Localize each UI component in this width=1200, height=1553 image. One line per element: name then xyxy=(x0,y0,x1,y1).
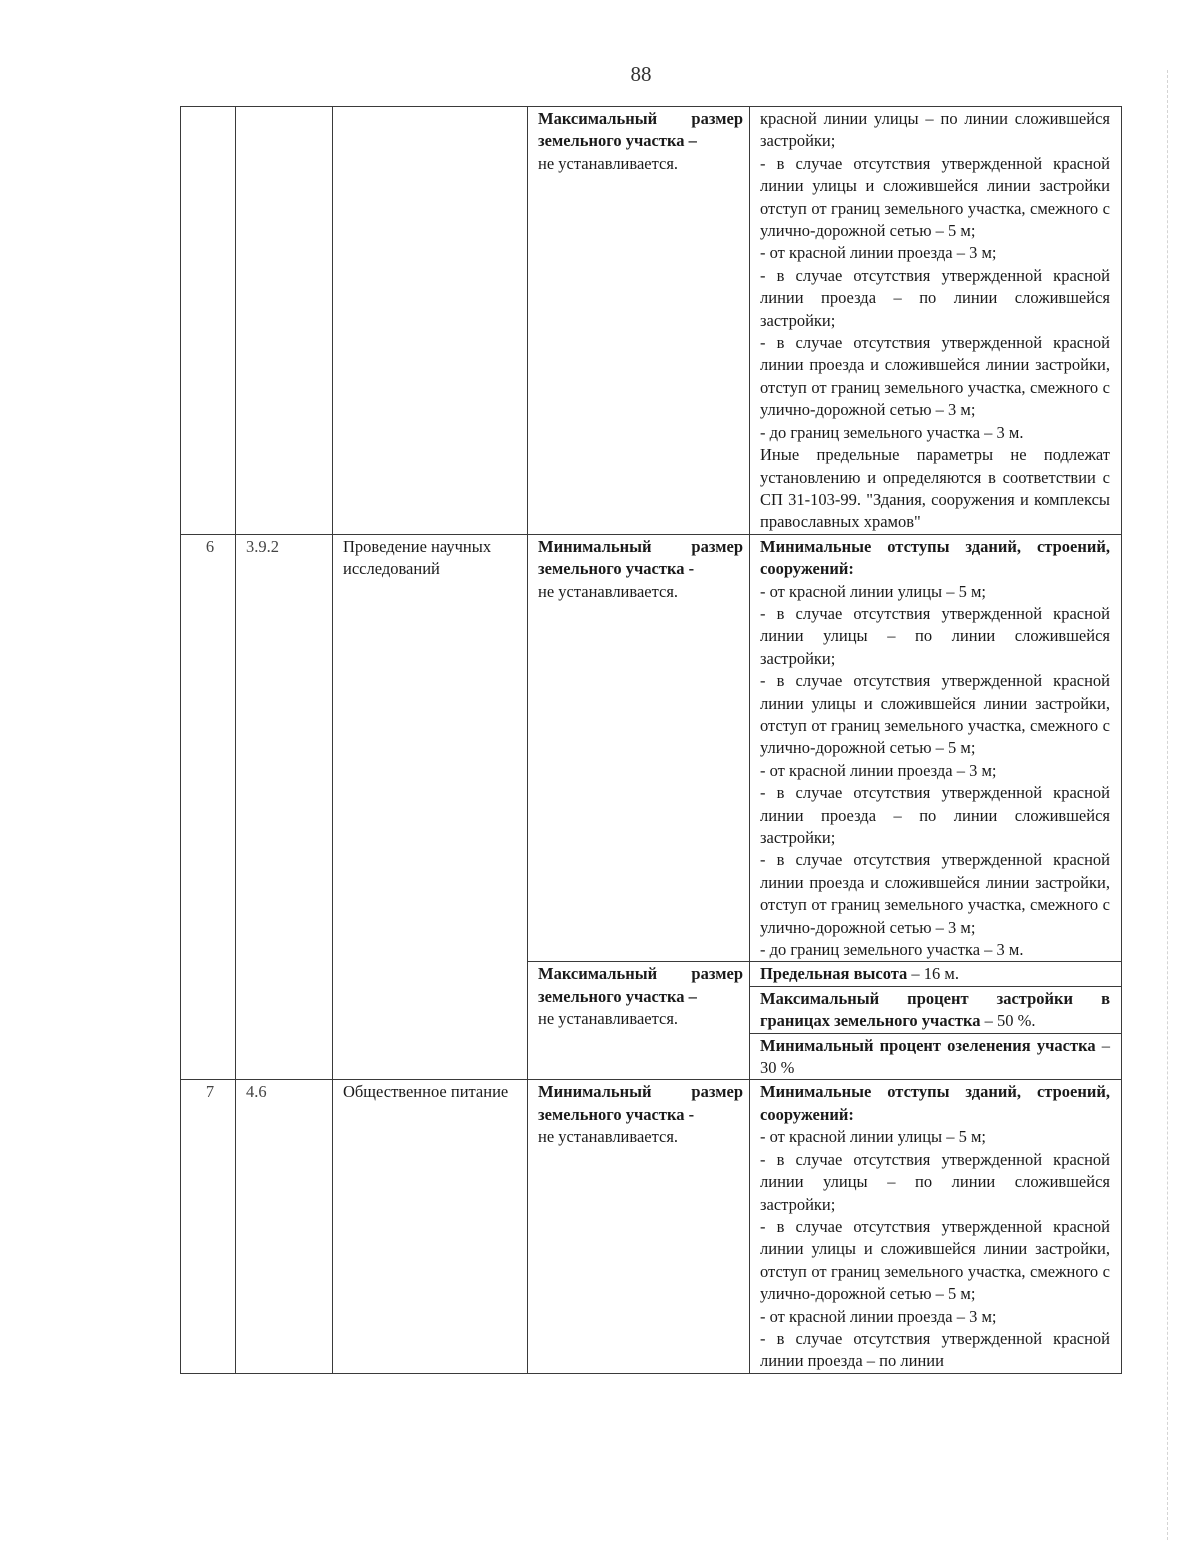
zoning-regulations-table xyxy=(180,106,1122,1374)
param-line: - в случае отсутствия утвержденной красной линии улицы – по линии сложившейся застройки; xyxy=(760,603,1110,668)
max-land-plot-size-value: не устанавливается. xyxy=(538,1009,679,1029)
land-plot-size-label: Максимальный размер земельного участка – xyxy=(538,109,743,151)
param-line: - в случае отсутствия утвержденной красной линии улицы – по линии сложившейся застройки; xyxy=(760,1149,1110,1214)
param-line: - в случае отсутствия утвержденной красной линии проезда и сложившейся линии застройки, отступ от границ земельного участка, смежного с улично-дорожной сетью – 3 м; xyxy=(760,850,1110,937)
param-line: - в случае отсутствия утвержденной красной линии улицы и сложившейся линии застройки отступ от границ земельного участка, смежного с улично-дорожной сетью – 5 м; xyxy=(760,153,1110,241)
param-line: - от красной линии проезда – 3 м; xyxy=(760,1306,997,1326)
row-number: 6 xyxy=(181,534,236,1080)
param-line: - в случае отсутствия утвержденной красной линии улицы и сложившейся линии застройки, отступ от границ земельного участка, смежного с улично-дорожной сетью – 5 м; xyxy=(760,1216,1110,1304)
row-use-name xyxy=(333,107,528,535)
land-plot-size-cell xyxy=(528,107,750,535)
table-row-7 xyxy=(181,1080,1122,1373)
row-use-name: Общественное питание xyxy=(333,1080,528,1373)
land-plot-size-value: не устанавливается. xyxy=(538,1127,679,1147)
param-line: - в случае отсутствия утвержденной красной линии улицы и сложившейся линии застройки, отступ от границ земельного участка, смежного с улично-дорожной сетью – 5 м; xyxy=(760,671,1110,758)
setback-heading: Минимальные отступы зданий, строений, сооружений: xyxy=(760,536,1110,579)
height-limit-value: – 16 м. xyxy=(907,964,959,984)
land-plot-size-cell xyxy=(528,1080,750,1373)
max-land-plot-size-cell xyxy=(528,962,750,1080)
coverage-label: Максимальный процент застройки в границах земельного участка xyxy=(760,988,1110,1031)
height-limit-cell xyxy=(750,962,1122,986)
land-plot-size-label: Минимальный размер земельного участка - xyxy=(538,536,743,579)
setback-params-cell xyxy=(750,107,1122,535)
param-line: - от красной линии улицы – 5 м; xyxy=(760,581,987,601)
param-line: - в случае отсутствия утвержденной красной линии проезда – по линии сложившейся застройки; xyxy=(760,783,1110,847)
row-use-name: Проведение научных исследований xyxy=(333,534,528,1080)
greenery-cell xyxy=(750,1033,1122,1080)
row-number: 7 xyxy=(181,1080,236,1373)
setback-params-cell xyxy=(750,1080,1122,1373)
table-row-6 xyxy=(181,534,1122,962)
page-number: 88 xyxy=(630,62,652,86)
coverage-cell xyxy=(750,986,1122,1033)
param-line: Иные предельные параметры не подлежат установлению и определяются в соответствии с СП 31-103-99. "Здания, сооружения и комплексы православных храмов" xyxy=(760,445,1110,532)
setback-heading: Минимальные отступы зданий, строений, сооружений: xyxy=(760,1082,1110,1124)
coverage-value: – 50 %. xyxy=(980,1011,1036,1031)
scan-edge-line xyxy=(1167,70,1168,1540)
table-row-continuation xyxy=(181,107,1122,535)
row-code: 3.9.2 xyxy=(236,534,333,1080)
param-line: - в случае отсутствия утвержденной красной линии проезда – по линии xyxy=(760,1328,1110,1371)
height-limit-label: Предельная высота xyxy=(760,964,908,984)
land-plot-size-value: не устанавливается. xyxy=(538,153,679,173)
param-line: - до границ земельного участка – 3 м. xyxy=(760,940,1024,960)
land-plot-size-cell xyxy=(528,534,750,962)
param-line: - от красной линии проезда – 3 м; xyxy=(760,760,997,780)
greenery-label: Минимальный процент озеленения участка xyxy=(760,1035,1096,1055)
param-line: красной линии улицы – по линии сложившейся застройки; xyxy=(760,109,1110,151)
row-number xyxy=(181,107,236,535)
param-line: - от красной линии улицы – 5 м; xyxy=(760,1127,987,1147)
param-line: - от красной линии проезда – 3 м; xyxy=(760,243,997,263)
param-line: - в случае отсутствия утвержденной красной линии проезда – по линии сложившейся застройки; xyxy=(760,265,1110,330)
land-plot-size-label: Минимальный размер земельного участка - xyxy=(538,1082,743,1124)
param-line: - до границ земельного участка – 3 м. xyxy=(760,422,1024,442)
row-code xyxy=(236,107,333,535)
max-land-plot-size-label: Максимальный размер земельного участка – xyxy=(538,964,743,1006)
row-code: 4.6 xyxy=(236,1080,333,1373)
param-line: - в случае отсутствия утвержденной красной линии проезда и сложившейся линии застройки, отступ от границ земельного участка, смежного с улично-дорожной сетью – 3 м; xyxy=(760,333,1110,420)
land-plot-size-value: не устанавливается. xyxy=(538,581,679,601)
setback-params-cell xyxy=(750,534,1122,962)
greenery-value: – 30 % xyxy=(760,1035,1111,1078)
